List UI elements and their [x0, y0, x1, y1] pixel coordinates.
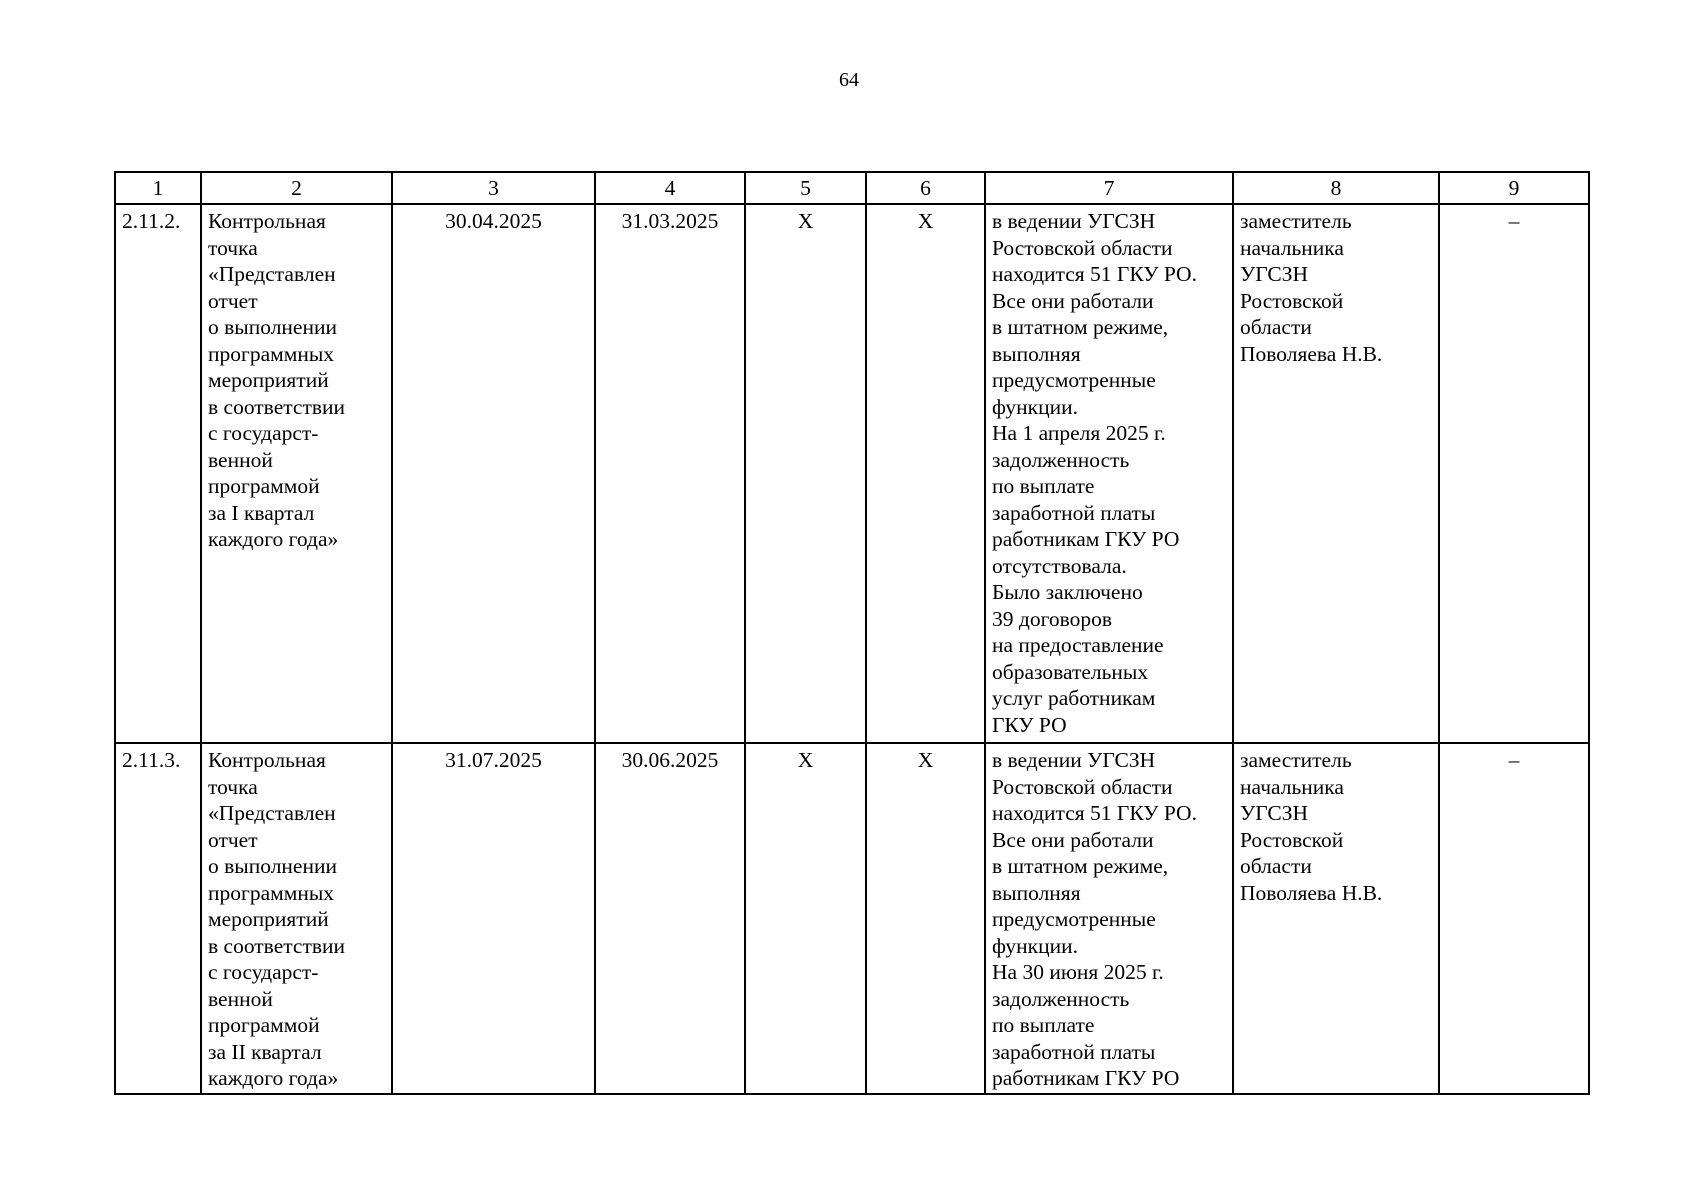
result-info-cell: в ведении УГСЗН Ростовской области находится 51 ГКУ РО. Все они работали в штатном режиме, выполняя предусмотренные функции. На 1 апреля 2025 г. задолженность по выплате заработной платы работникам ГКУ РО отсутствовала. Было заключено 39 договоров на предоставление образовательных услуг работникам ГКУ РО — [985, 204, 1233, 743]
page-number: 64 — [839, 69, 859, 91]
column-6-cell: X — [866, 743, 985, 1094]
planned-date-cell: 31.07.2025 — [392, 743, 595, 1094]
column-header-9: 9 — [1439, 172, 1589, 204]
column-6-cell: X — [866, 204, 985, 743]
actual-date-cell: 31.03.2025 — [595, 204, 745, 743]
column-header-5: 5 — [745, 172, 866, 204]
column-header-6: 6 — [866, 172, 985, 204]
column-header-2: 2 — [201, 172, 392, 204]
table-row — [115, 204, 1589, 743]
control-point-name-cell: Контрольная точка «Представлен отчет о выполнении программных мероприятий в соответствии с государст- венной программой за II квартал каждого года» — [201, 743, 392, 1094]
responsible-person-cell: заместитель начальника УГСЗН Ростовской области Поволяева Н.В. — [1233, 743, 1439, 1094]
column-5-cell: X — [745, 743, 866, 1094]
row-number-cell: 2.11.2. — [115, 204, 201, 743]
column-9-cell: – — [1439, 743, 1589, 1094]
table-header-row — [115, 172, 1589, 204]
control-point-name-cell: Контрольная точка «Представлен отчет о выполнении программных мероприятий в соответствии с государст- венной программой за I квартал каждого года» — [201, 204, 392, 743]
responsible-person-cell: заместитель начальника УГСЗН Ростовской области Поволяева Н.В. — [1233, 204, 1439, 743]
table-row — [115, 743, 1589, 1094]
column-5-cell: X — [745, 204, 866, 743]
row-number-cell: 2.11.3. — [115, 743, 201, 1094]
planned-date-cell: 30.04.2025 — [392, 204, 595, 743]
column-header-1: 1 — [115, 172, 201, 204]
actual-date-cell: 30.06.2025 — [595, 743, 745, 1094]
control-points-table — [114, 171, 1590, 1095]
column-9-cell: – — [1439, 204, 1589, 743]
column-header-8: 8 — [1233, 172, 1439, 204]
column-header-3: 3 — [392, 172, 595, 204]
column-header-7: 7 — [985, 172, 1233, 204]
column-header-4: 4 — [595, 172, 745, 204]
result-info-cell: в ведении УГСЗН Ростовской области находится 51 ГКУ РО. Все они работали в штатном режиме, выполняя предусмотренные функции. На 30 июня 2025 г. задолженность по выплате заработной платы работникам ГКУ РО — [985, 743, 1233, 1094]
